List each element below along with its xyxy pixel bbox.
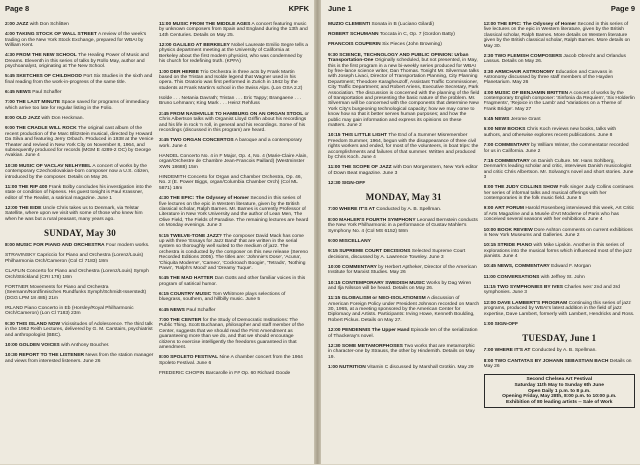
program-title: COMMENTARY — [342, 265, 377, 270]
program-time: 10:15 — [484, 243, 497, 248]
program-time: 4:30 — [5, 53, 15, 58]
program-title: NEW BOOKS — [495, 127, 526, 132]
program-time: 5:45 — [159, 276, 169, 281]
program-description: Paul Schaffer — [32, 90, 61, 95]
program-time: 7:00 — [159, 318, 169, 323]
program-listing — [328, 181, 480, 186]
program-listing — [5, 243, 155, 248]
program-listing — [328, 32, 480, 37]
program-description: Leonard Bernstein conducts the New York Philharmonic in a performance of Gustav Mahler's Symphony No. 4 (Col MS 6152) 58m — [328, 218, 478, 234]
program-time: 10:45 — [484, 264, 497, 269]
program-description: Harold Rosenberg interviewed this week, Art Critic of Arts Magazine and a Musée d'Art Moderne of Paris who has conceived several seasons with her exhibitions. June 4 — [484, 206, 635, 222]
program-description: STRAVINSKY Capriccio for Piano and Orchestra (Lorenz/Louis) Philharmonia Orch/Cameron (Col Cl 7183) 18m — [5, 253, 143, 263]
page-number: Page 9 — [611, 4, 635, 13]
notice-line: Exhibition of 80 leading artists -- Sale of Work — [488, 400, 632, 406]
program-description: A baroque and a contemporary work. June 4 — [159, 138, 302, 148]
program-time: 8:00 — [5, 116, 15, 121]
program-title: MISCELLANY — [339, 239, 371, 244]
program-listing — [484, 127, 636, 138]
program-column — [159, 17, 309, 465]
day-heading: MONDAY, May 31 — [328, 192, 480, 202]
program-time: 8:00 — [484, 359, 494, 364]
right-columns — [328, 17, 635, 465]
program-title: GLOBALISM or NEO-ISOLATIONISM — [342, 296, 426, 301]
program-title: TWELVE-TONE JAZZ? — [170, 234, 222, 239]
program-listing — [159, 112, 309, 134]
page-header-left — [5, 3, 309, 14]
program-listing — [484, 143, 636, 154]
program-listing — [159, 70, 309, 92]
program-listing — [484, 91, 636, 113]
program-title: THIS ISLAND NOW — [16, 322, 60, 327]
program-description: The composer David Mack has come up with three 'Essays for Jazz Band' that are written in the serial system so thoroughly well suited to the medium of jazz. The orchestra is conducted by the composer on this new release (Sereno Recorded Editions 2005). The titles are: 'Johnnie's Dose', 'Acuna', 'Chiquita Moderne', 'Cameo', 'Cockroach Boogie', 'Tetrads', 'Nothing Pawn', 'Ralph's Mood' and 'Dreamy Tuque'. — [159, 234, 308, 271]
program-title: COMMENTARY — [495, 143, 530, 148]
program-title: PENDENNIS The Upper Hand — [342, 328, 410, 333]
program-description: Education and Canvass in Astronomy discussed by three staff members of the Hayden Planetarium. May 26 — [484, 70, 614, 86]
program-listing — [159, 234, 309, 272]
program-listing — [159, 292, 309, 303]
program-title: FROM THE NEW SCHOOL — [16, 53, 77, 58]
program-listing — [5, 53, 155, 69]
program-listing — [484, 228, 636, 239]
program-description: Four modern works. — [106, 243, 150, 248]
program-description: with Don Morgenstern, New York editor of Down Beat magazine. June 3 — [328, 165, 478, 175]
program-title: THE MAD HATTER — [170, 276, 213, 281]
program-description: Isolde . . . Netania Davrath; Tristan . . . Eric Tappy; Brangaene . . . Bruno Lehmann; King Mark . . . Heinz Rehfuss — [159, 96, 301, 106]
program-description: Toccata in C, Op. 7 (Gordon Batty) — [380, 32, 455, 37]
program-time: 5:15 — [159, 234, 169, 239]
program-title: TWO SYMPHONIES BY IVES — [497, 285, 563, 290]
program-listing — [328, 218, 480, 234]
program-time: 6:15 — [159, 292, 169, 297]
program-description: Folk singer Judy Collins continues her series of informal talks and musical offerings with her contemporaries in the folk music field. June 5 — [484, 185, 634, 201]
program-listing — [484, 301, 636, 317]
program-time: 6:45 — [159, 308, 169, 313]
program-listing — [484, 359, 636, 370]
program-title: GOLDEN VOICES — [19, 343, 60, 348]
program-description: by Herbert Aptheker, Director of the American Institute for Marxist Studies. May 26 — [328, 265, 477, 275]
program-description: A concert of works by the contemporary Czechoslovakian-born composer now a U.S. citizen, introduced by the composer. Details on May 26. — [5, 164, 149, 180]
program-listing — [5, 126, 155, 158]
program-listing — [5, 306, 155, 317]
program-description: A concert of works by the contemporary English composer: 'Sinfonia da Requiem', 'Six Holderlin Fragments', 'Rejoice in the Lamb' and 'Variations on a Theme of Frank Bridge'. May 27 — [484, 91, 635, 112]
notice-line: Opening Friday, May 28th, 8:00 p.m. to 10:00 p.m. — [488, 394, 632, 400]
program-time: 9:00 — [328, 239, 338, 244]
program-description: FREDERIC CHOPIN Barcarolle in F# Op. 60 Richard Goode — [159, 371, 290, 376]
program-listing — [328, 239, 480, 244]
page-header-right — [328, 3, 635, 14]
program-title: THE SCOPE OF JAZZ — [342, 165, 392, 170]
program-title: THIS LITTLE LIGHT — [342, 133, 387, 138]
program-description: Jerome Grant — [511, 117, 541, 122]
program-description: Second in this series of five lectures on the epic in Western literature, given by the British classical scholar, Ralph Barnes. Mr. Barnes is currently Professor of Literature in New York University and the author of Lean Men, The Olive Field, The Fields of Paradise. The remaining lectures are heard on Monday evenings. June 3 — [159, 196, 308, 228]
program-description: Sonata in B (Luciano Gilardi) — [371, 22, 434, 27]
program-listing — [5, 22, 155, 27]
program-description: Originally scheduled, but not presented, in May, this is the first program in a new bi-weekly series produced for WBAI by free-lance science writer, Dan Thomas. Tonight Mr. Silverman talks with Joseph Livaci, Director of Transportation Planning, City Planning Department; Theodore Karagheuzoff, Assistant Traffic Commissioner, City Traffic Department; and Robert Ariens, Executive Secretary, Park Association. The discussion is concerned with the planning of the field of transportation and presenting the basic nature of the problem. Mr. Silverman will be concerned with the components that determine New York City's burgeoning technological capacity; how we may come to know how so that it better serves human purposes; and how the public may gain information and express its opinions on these matters. June 2 — [328, 58, 479, 128]
program-title: SKETCHES OF CHILDHOOD — [16, 74, 82, 79]
program-description: with Mike Lipskin. Another in this series of explorations into the musical forms which influenced most of the jazz pianists. June 4 — [484, 243, 632, 259]
program-title: TWO FLEMISH COMPOSERS — [495, 54, 562, 59]
program-description: Space saved for programs of immediacy which arrive too late for regular listing in the Folio. — [5, 100, 149, 110]
program-time: 9:30 — [5, 322, 15, 327]
program-title: TWO CANTATAS BY JOHANN SEBASTIAN BACH — [495, 359, 609, 364]
program-listing — [484, 159, 636, 181]
program-description: Selected Supreme Court decisions, discussed by A. Lawrence Townley. June 3 — [328, 249, 465, 259]
program-title: STRIDE PIANO — [497, 243, 532, 248]
program-description: Charles Ives' 2nd and 3rd symphonies. June 3 — [484, 285, 621, 295]
program-time: 7:00 — [484, 143, 494, 148]
program-listing — [5, 343, 155, 348]
program-time: 10:00 — [484, 228, 497, 233]
program-description: The Healing Power of Music and Dreams. Eleventh in this series of talks by Rollo May, author and psychoanalyst, originating at The New School. — [5, 53, 149, 69]
left-columns — [5, 17, 309, 465]
program-title: GALILEO AT BERKELEY — [173, 43, 230, 48]
program-listing — [159, 371, 309, 376]
program-time: 4:30 — [159, 196, 169, 201]
program-time: 3:30 — [484, 70, 494, 75]
program-title: THE CRADLE WILL ROCK — [16, 126, 77, 131]
program-time: 11:00 — [484, 275, 496, 280]
program-time: 10:30 — [5, 164, 18, 169]
program-listing — [5, 32, 155, 48]
program-description: IRLAND Piano Concerto in Eb (Horsley/Royal Philharmonic Orch/Cameron) (Lon Cl 7183) 23m — [5, 306, 134, 316]
program-listing — [328, 296, 480, 323]
folio-label: KPFK — [289, 4, 309, 13]
program-time: 7:00 — [484, 348, 494, 353]
program-time: 6:00 — [484, 127, 494, 132]
book-gutter — [314, 0, 321, 464]
program-listing — [5, 116, 155, 121]
program-listing — [328, 344, 480, 360]
program-listing — [5, 206, 155, 222]
program-title: NEWS, COMMENTARY — [497, 264, 549, 269]
program-listing — [484, 185, 636, 201]
program-description: with Jeffrey St. John — [541, 275, 585, 280]
program-time: 9:00 — [5, 126, 15, 131]
program-listing — [159, 196, 309, 228]
program-description: Six Pieces (John Browning) — [382, 42, 442, 47]
program-description: HANDEL Concerto No. 4 in F Major, Op. 4, No. 4 (Marie-Claire Alain, organ/Orchestre de Chambre Jean-Francois Paillard) (Westminster XWN 18688) 15m — [159, 154, 308, 170]
program-title: MUZIO CLEMENTI — [328, 22, 370, 27]
program-listing — [5, 322, 155, 338]
notice-line: Second Chelsea Art Festival — [488, 377, 632, 383]
program-listing — [5, 353, 155, 364]
program-listing — [5, 164, 155, 180]
program-listing — [159, 308, 309, 313]
program-description: Second in this series of five lectures on the epic in Western literature, given by the British classical scholar, Ralph Barnes. More details on Western literature given by the British classical scholar, Ralph Barnes. More details on May 30. — [484, 22, 631, 49]
program-listing — [328, 165, 480, 176]
program-listing — [159, 22, 309, 38]
program-time: 6:45 — [5, 90, 15, 95]
day-heading: TUESDAY, June 1 — [484, 333, 636, 343]
program-description: The original cast album of the recent production of the Marc Blitzstein musical, directed by Howard Da Silva and featuring Jerry Orbach. Produced in 1938 at the Venice Theater and revived in New York City on November 8, 1964, and subsequently produced for records (MGM E 4289-2 OC) by George Avakian. June 4 — [5, 126, 153, 158]
program-title: THE EPIC: The Odyssey of Homer — [497, 22, 576, 27]
program-time: 9:00 — [484, 206, 494, 211]
right-page — [321, 0, 640, 464]
notice-line: Open Daily 1 p.m. to 8 p.m. — [488, 389, 632, 395]
program-listing — [159, 96, 309, 107]
program-description: A review of the week's trading on the New York Stock Exchange, prepared for WBAI by William Kent. — [5, 32, 146, 48]
program-title: WHERE IT'S AT — [339, 207, 375, 212]
program-listing — [484, 54, 636, 65]
program-column — [484, 17, 636, 465]
program-time: 8:00 — [159, 355, 169, 360]
program-time: 2:00 — [5, 22, 15, 27]
program-description: Conducted by A. B. Spellman. — [376, 207, 441, 212]
program-description: Details on May 26 — [484, 359, 632, 369]
program-listing — [159, 43, 309, 65]
day-heading: SUNDAY, May 30 — [5, 228, 155, 238]
program-listing — [5, 285, 155, 301]
program-description: Port Six Studies in the sixth and final reading from the work-in-progress of the same title. — [5, 74, 152, 84]
program-title: THE EPIC: The Odyssey of Homer — [170, 196, 249, 201]
program-time: 9:15 — [328, 249, 338, 254]
program-time: 12:00 — [159, 43, 172, 48]
program-description: CLAFLIN Concerto for Piano and Orchestra (Lorenz/Louis) Symph Orch/Strickland (CRI 178) 18m — [5, 269, 149, 279]
program-title: ROBERT SCHUMANN — [328, 32, 379, 37]
program-title: JAZZ — [16, 22, 28, 27]
program-description: Nobel Laureate Emilio Segre tells a physics department meeting at the University of California at Berkeley about the first modern physicist, who was condemned by his church for redefining truth. (KPFA) — [159, 43, 308, 64]
program-description: News from the station manager and views from interested listeners. June 26 — [5, 353, 153, 363]
program-listing — [328, 42, 480, 47]
program-listing — [159, 175, 309, 191]
program-description: Edward F. Morgan — [551, 264, 591, 269]
program-listing — [5, 269, 155, 280]
program-time: 1:00 — [328, 365, 338, 370]
program-description: Continuing this series of jazz programs, produced by WBAI's latest addition in the field of jazz expertise, Dave Lambert, formerly with Lambert, Hendricks and Ross. — [484, 301, 635, 317]
program-listing — [484, 264, 636, 269]
program-description: on Danish Culture. Mr. Hans Sohlberg, Denmark's leading scholar and critic, interviews Danish musicologist and critic Chris Albertson. Mr. Solvang's novel and short stories. June 3 — [484, 159, 634, 180]
program-listing — [328, 53, 480, 129]
program-listing — [328, 365, 480, 370]
program-description: Works by Dag Wiren and Ilja Nilsson will be heard. Details on May 26. — [328, 281, 471, 291]
program-title: MAHLER'S FOURTH SYMPHONY — [339, 218, 415, 223]
program-listing — [5, 90, 155, 95]
program-listing — [5, 100, 155, 111]
program-time: 12:00 — [484, 22, 497, 27]
program-description: or Chris Albertson talks with Organist Lloyd Griffin about his recordings and his life in rock 'n roll, in general and his recordings. Some of his recordings (discussed in this program) are heard. — [159, 112, 309, 133]
program-time: 4:00 — [484, 91, 494, 96]
program-title: CONTEMPORARY SWEDISH MUSIC — [342, 281, 425, 286]
program-title: DER HERBE — [170, 70, 199, 75]
program-listing — [484, 22, 636, 49]
program-time: 10:15 — [328, 133, 341, 138]
program-title: SPOLETO FESTIVAL — [170, 355, 218, 360]
program-listing — [5, 253, 155, 264]
program-time: 11:00 — [5, 185, 17, 190]
program-title: NEWS — [495, 117, 510, 122]
program-title: BOOK REVIEW — [497, 228, 532, 233]
program-time: 11:15 — [328, 296, 340, 301]
program-time: 12:30 — [328, 344, 341, 349]
program-description: Jacob Obrecht and Orlandus Lassus. Details on May 26. — [484, 54, 626, 64]
program-time: 2:45 — [159, 112, 169, 117]
program-description: Frank Bolby concludes his investigation into the state or condition of hipness. His guest tonight is Paul Krassner, editor of The Realist, a satirical magazine. June 1 — [5, 185, 152, 201]
program-title: SOME METAMORPHOSES — [342, 344, 403, 349]
program-time: 8:00 — [484, 185, 494, 190]
program-column — [328, 17, 480, 465]
program-listing — [5, 185, 155, 201]
program-listing — [484, 348, 636, 353]
program-listing — [484, 285, 636, 296]
program-time: 10:00 — [5, 343, 18, 348]
program-listing — [328, 249, 480, 260]
program-description: for the Study of Democratic Institutions: The Public Thing. Scott Buchanan, philosopher and staff member of the Center, suggests that we should read the First Amendment as guaranteeing more than we do, and that we should encourage citizens to exercise intelligently the freedoms guaranteed in that amendment. — [159, 318, 304, 350]
program-description: Trio Orchestra in three acts by Frank Martin based on the Tristan and Isolde legend that Wagner used in his opera. This Oratorio was first performed in Zurich in 1942 by the students at Frank Martin's school in the Swiss Alps. (Lon OSA 2.2) — [159, 70, 302, 91]
program-description: A discussion of American Foreign Policy under President Johnson recorded on March 30, 1965, at a meeting sponsored by the American Center for Diplomacy and Artists. Participants: Irving Howe, Kenneth Boulding, Robert Pickus. Details on May 27. — [328, 296, 479, 323]
program-listing — [328, 133, 480, 160]
program-title: SCIENCE, TECHNOLOGY AND PUBLIC OPINION: Urban Transportation-One — [328, 53, 469, 63]
program-time: 1:00 — [484, 322, 494, 327]
program-listing — [484, 117, 636, 122]
program-listing — [328, 207, 480, 212]
program-column — [5, 17, 155, 465]
program-title: NEWS — [170, 308, 185, 313]
program-time: 10:15 — [328, 281, 341, 286]
program-title: NUTRITION — [339, 365, 366, 370]
program-title: MUSIC OF BENJAMIN BRITTEN — [495, 91, 568, 96]
program-listing — [159, 355, 309, 366]
program-title: COMMENTARY — [495, 159, 530, 164]
program-title: THE CENTER — [170, 318, 201, 323]
program-listing — [5, 74, 155, 85]
program-description: Nine A chamber concert from the 1964 Spoleto Festival. June 6 — [159, 355, 303, 365]
program-time: 11:15 — [484, 285, 496, 290]
program-listing — [159, 276, 309, 287]
program-title: TWO ORGAN CONCERTOS — [170, 138, 234, 143]
program-listing — [328, 281, 480, 292]
program-title: NEWS — [16, 90, 31, 95]
program-title: CONVERSATIONS — [497, 275, 539, 280]
program-listing — [484, 243, 636, 259]
program-title: COUNTRY MUSIC — [170, 292, 211, 297]
program-description: FORTNER Movements for Piano and Orchestra (Seemann/Nordfinnisches Rundfunks Symph/Schmidt-Isserstedt) (DGG LPM 18 485) 21m — [5, 285, 146, 301]
program-time: 1:00 — [159, 70, 169, 75]
program-description: Two works that are metamorphic in character-one by Strauss, the other by Hindemith. Details on May 19. — [328, 344, 475, 360]
program-title: TAKING STOCK OF WALL STREET — [16, 32, 97, 37]
program-title: DAVE LAMBERT'S PROGRAM — [497, 301, 567, 306]
program-time: 7:15 — [484, 159, 494, 164]
program-title: WHERE IT'S AT — [495, 348, 531, 353]
program-title: MUSIC FROM THE MIDDLE AGES — [173, 22, 251, 27]
program-listing — [159, 138, 309, 149]
program-description: Paul Schaffer — [186, 308, 215, 313]
program-title: MUSIC OF VACLAV NELHYBEL — [19, 164, 91, 169]
program-time: 3:45 — [159, 138, 169, 143]
program-title: MUSIC FOR PIANO AND ORCHESTRA — [16, 243, 104, 248]
program-listing — [484, 70, 636, 86]
program-time: 4:00 — [5, 32, 15, 37]
program-time: 2:30 — [484, 54, 494, 59]
page-number: Page 8 — [5, 4, 29, 13]
program-listing — [159, 318, 309, 350]
program-time: 7:00 — [328, 207, 338, 212]
program-time: 5:45 — [484, 117, 494, 122]
program-listing — [159, 154, 309, 170]
program-time: 12:00 — [5, 206, 18, 211]
program-time: 10:00 — [328, 265, 341, 270]
program-listing — [328, 328, 480, 339]
page-date-label: June 1 — [328, 4, 352, 13]
program-description: Vitamin C discussed by Marshall Grotkin. May 29 — [367, 365, 473, 370]
program-description: HINDEMITH Concerto for Organ and Chamber Orchestra, Op. 46, No. 2 (E. Power Biggs, organ/Columbia Chamber Orch) (Col ML 5871) 18m — [159, 175, 302, 191]
program-description: A concert featuring music by unknown composers from Spain and England during the 13th and 14th Centuries. Details on May 25. — [159, 22, 308, 38]
program-title: THE JUDY COLLINS SHOW — [495, 185, 559, 190]
program-time: 8:00 — [328, 218, 338, 223]
notice-line: Saturday 11th May to Sunday 6th June — [488, 383, 632, 389]
program-title: ARMCHAIR ASTRONOMY — [495, 70, 555, 75]
program-description: Chris Koch reviews new books, talks with authors, and otherwise explores recent publications. June 8 — [484, 127, 617, 137]
program-time: 9:30 — [328, 53, 338, 58]
program-time: 10:30 — [5, 353, 18, 358]
program-title: SIGN-OFF — [495, 322, 518, 327]
program-title: THE EIDE — [19, 206, 42, 211]
program-listing — [328, 265, 480, 276]
program-title: REPORT TO THE LISTENER — [19, 353, 84, 358]
left-page — [0, 0, 314, 464]
program-title: ART FORUM — [495, 206, 524, 211]
program-description: Dore Ashton comments on current exhibitions in New York Museums and Galleries. June 2 — [484, 228, 633, 238]
program-listing — [484, 322, 636, 327]
program-title: FROM NASHVILLE TO HAMBURG ON AN ORGAN STOOL — [170, 112, 303, 117]
program-listing — [484, 206, 636, 222]
program-listing — [484, 275, 636, 280]
program-listing — [328, 22, 480, 27]
program-time: 12:00 — [328, 328, 341, 333]
festival-notice — [484, 374, 636, 408]
program-time: 12:00 — [484, 301, 497, 306]
program-description: Conducted by A. B. Spellman. — [532, 348, 597, 353]
program-time: 7:00 — [5, 100, 15, 105]
program-description: with Don Schlitten — [30, 22, 69, 27]
program-description: by William Winter, the commentator recorded for us in California. June 2 — [484, 143, 629, 153]
program-time: 11:00 — [159, 22, 171, 27]
program-description: with Don Heckman. — [41, 116, 83, 121]
program-title: THE RIP 400 — [19, 185, 48, 190]
program-description: The End of a Summer Misremember Freedom Summer, 1964, begun with the disappearance of three civil rights workers and ended, for most of the volunteers, in boat trips: the accomplishments and failures of that summer. Written and produced by Chris Koch. June 4 — [328, 133, 478, 160]
program-title: THE LAST MINUTE — [16, 100, 60, 105]
program-time: 8:00 — [5, 243, 15, 248]
program-description: Uncle Chris takes us to Denmark, via Telstar Satellite, where upon we visit with some of those who knew him when he was but a rural peasant, many years ago. — [5, 206, 143, 222]
program-description: Dan Gotts and other familiar voices in this program of satirical humor. — [159, 276, 305, 286]
program-time: 12:30 — [328, 181, 341, 186]
program-title: SIGN-OFF — [342, 181, 365, 186]
program-description: Tom Whitmore plays selections of bluegrass, southern, and hillbilly music. June 5 — [159, 292, 285, 302]
program-time: 5:45 — [5, 74, 15, 79]
program-description: Episode ten of the serialization of Thackeray's novel. — [328, 328, 478, 338]
program-title: SUPREME COURT DECISIONS — [339, 249, 410, 254]
program-description: Vicissitudes of Adolescence. The third talk in the 1962 Reith Lectures, delivered by G. M. Carstairs, psychiatrist and anthropologist (BBC). — [5, 322, 153, 338]
program-title: FRANCOIS COUPERIN — [328, 42, 381, 47]
program-time: 11:00 — [328, 165, 340, 170]
program-description: with Anthony Boucher. — [61, 343, 109, 348]
program-title: OLD JAZZ — [16, 116, 40, 121]
